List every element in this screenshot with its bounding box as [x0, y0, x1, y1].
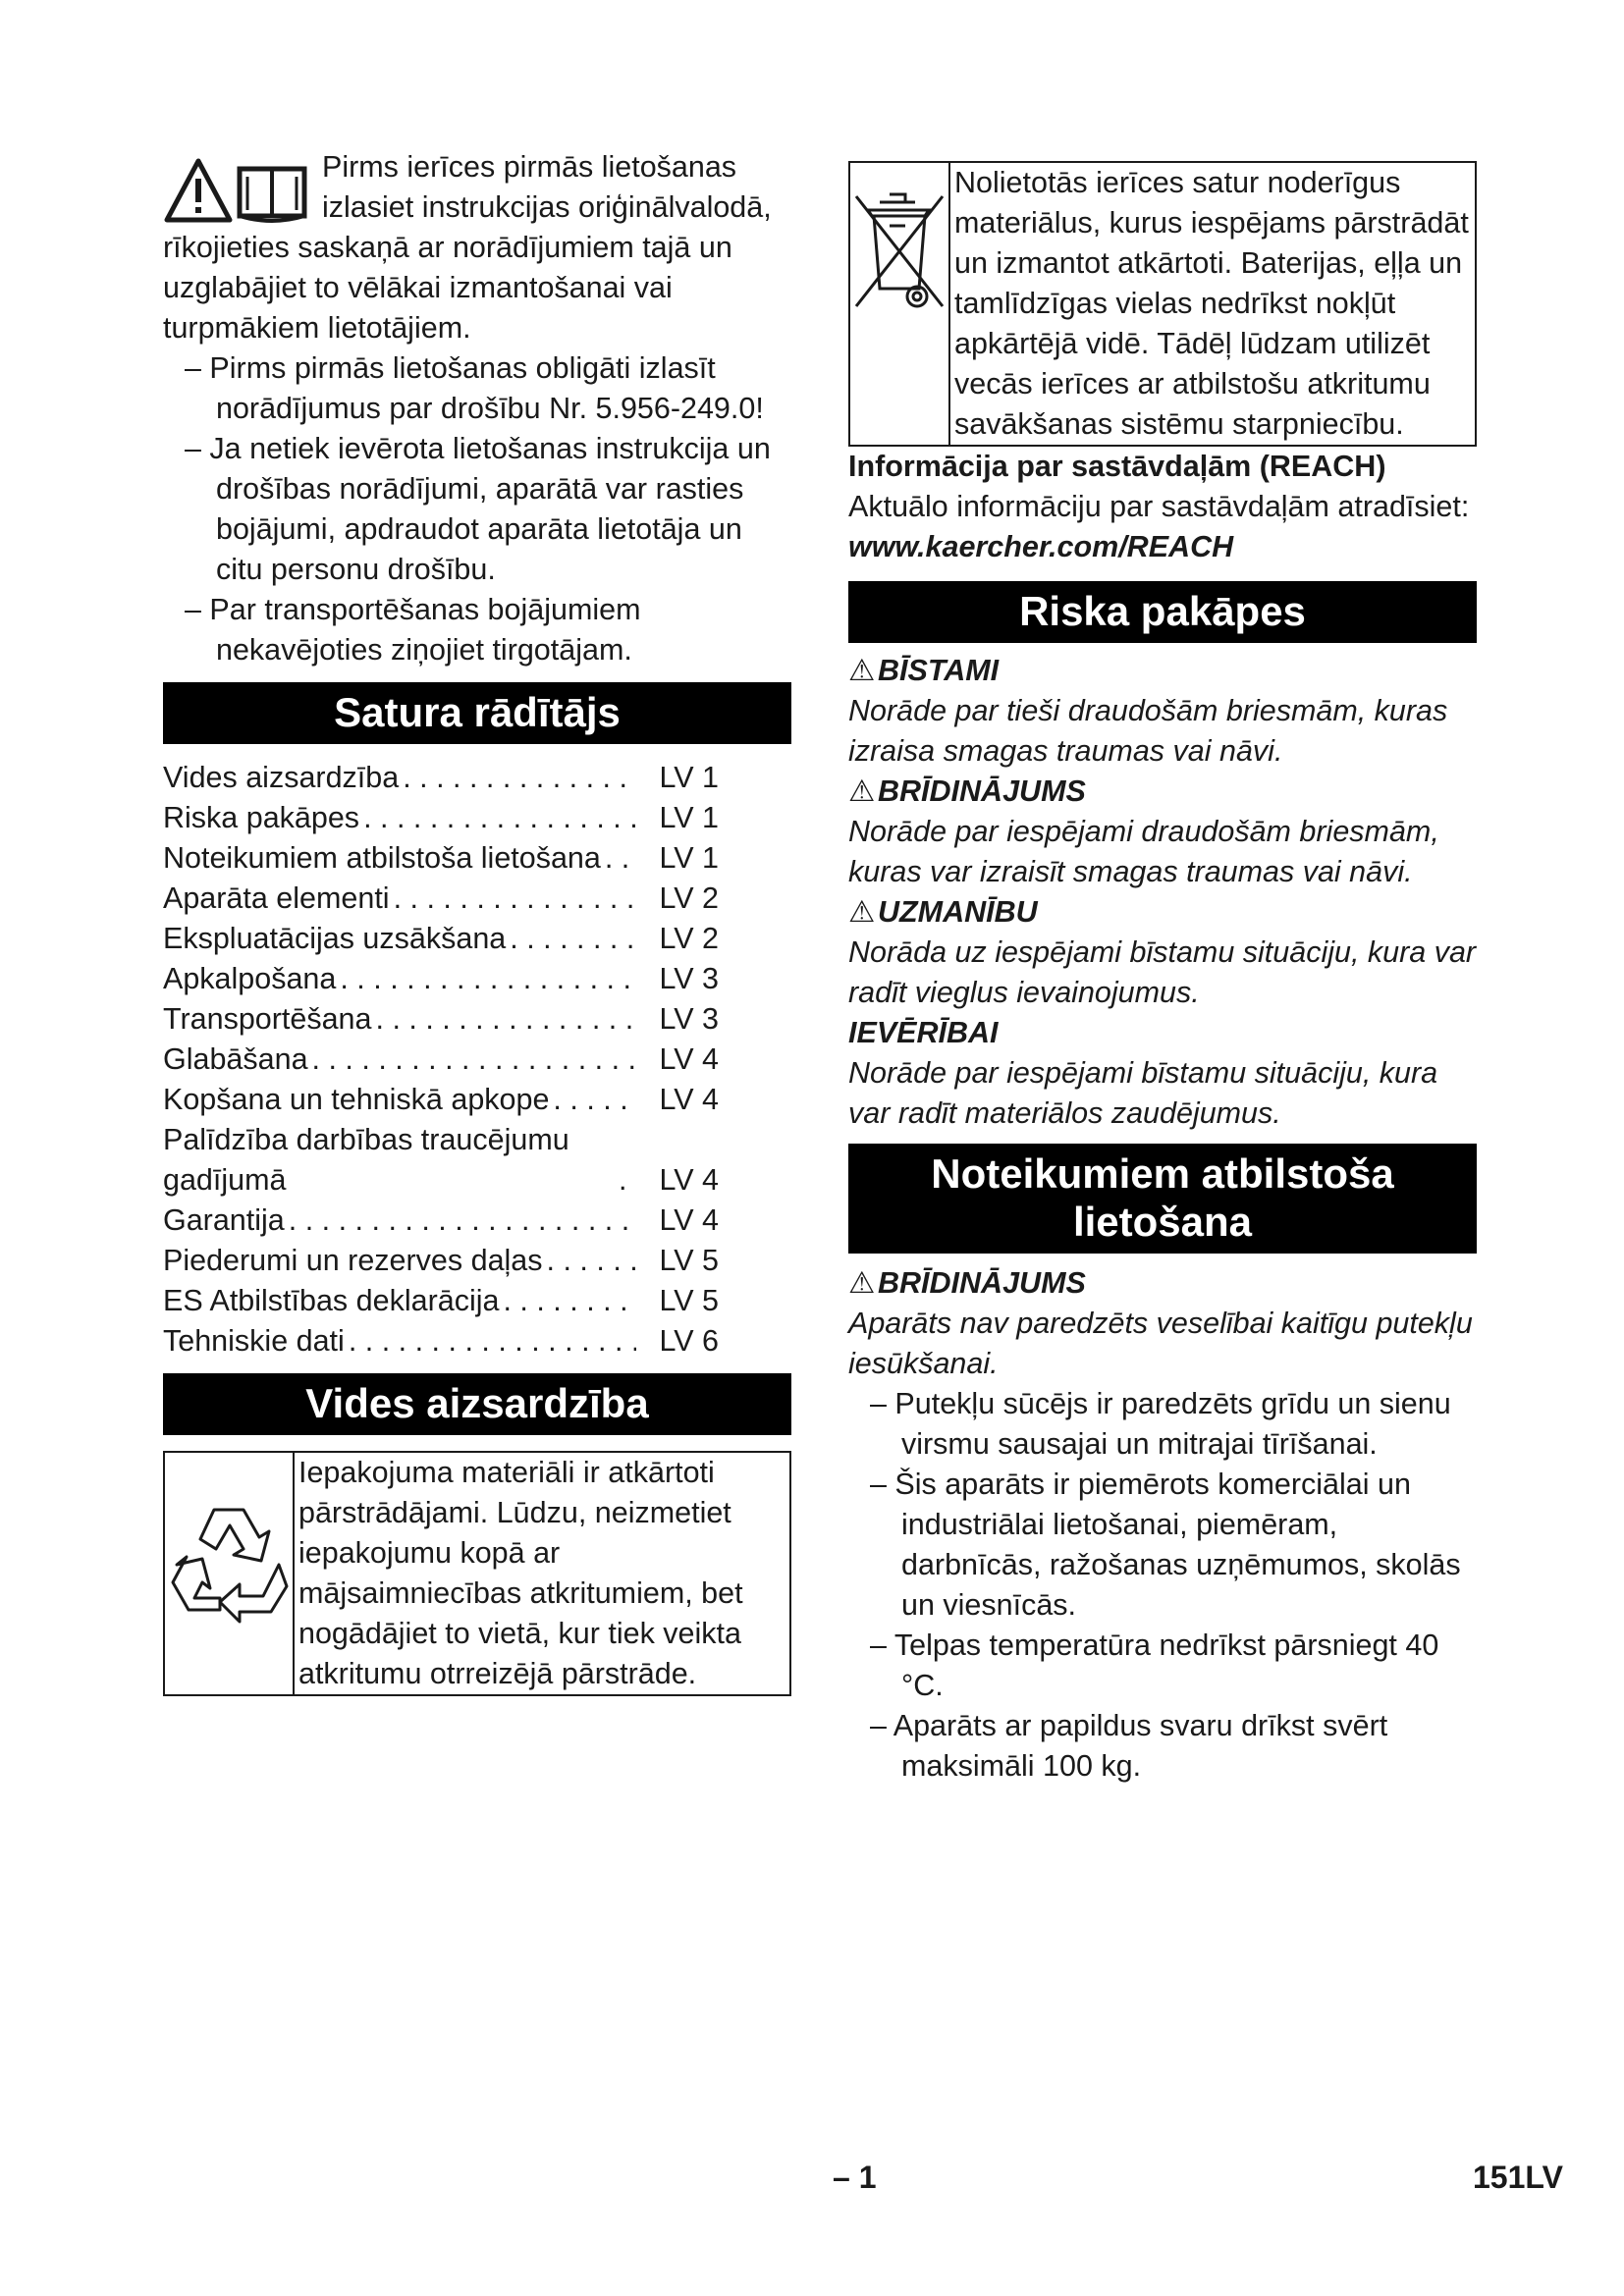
- risk-level-title: ⚠BĪSTAMI: [848, 651, 1477, 691]
- toc-item[interactable]: ES Atbilstības deklarācija . . . LV 5: [163, 1281, 791, 1321]
- toc-item[interactable]: Transportēšana . . . LV 3: [163, 999, 791, 1040]
- toc-item[interactable]: Kopšana un tehniskā apkope . . . LV 4: [163, 1080, 791, 1120]
- risk-level-text: Norāda uz iespējami bīstamu situāciju, kura var radīt vieglus ievainojumus.: [848, 935, 1477, 1009]
- reach-title: Informācija par sastāvdaļām (REACH): [848, 450, 1386, 483]
- bin-icon-cell: [850, 163, 950, 445]
- left-column: [163, 147, 791, 1696]
- intended-use-bullet: – Aparāts ar papildus svaru drīkst svērt maksimāli 100 kg.: [870, 1709, 1388, 1783]
- intro-bullet: – Pirms pirmās lietošanas obligāti izlasīt norādījumus par drošību Nr. 5.956-249.0!: [185, 351, 764, 425]
- disposal-text: Nolietotās ierīces satur noderīgus materiālus, kurus iespējams pārstrādāt un izmantot atkārtoti. Baterijas, eļļa un tamlīdzīgas vielas nedrīkst nokļūt apkārtējā vidē. Tādēļ lūdzam utilizēt vecās ierīces ar atbilstošu atkritumu savākšanas sistēmu starpniecību.: [954, 166, 1469, 441]
- book-manual-icon: [240, 169, 304, 221]
- toc-heading: Satura rādītājs: [163, 682, 791, 744]
- warning-triangle-icon: ⚠: [848, 654, 876, 687]
- intended-use-bullet: – Putekļu sūcējs ir paredzēts grīdu un sienu virsmu sausajai un mitrajai tīrīšanai.: [870, 1387, 1451, 1461]
- table-of-contents: [163, 758, 791, 1362]
- risk-heading: Riska pakāpes: [848, 581, 1477, 643]
- intended-use-heading: Noteikumiem atbilstoša lietošana: [848, 1144, 1477, 1254]
- risk-level-text: Norāde par tieši draudošām briesmām, kuras izraisa smagas traumas vai nāvi.: [848, 694, 1448, 768]
- toc-item[interactable]: Piederumi un rezerves daļas . . . LV 5: [163, 1241, 791, 1281]
- warning-text: Aparāts nav paredzēts veselībai kaitīgu putekļu iesūkšanai.: [848, 1307, 1473, 1380]
- risk-level-text: Norāde par iespējami draudošām briesmām, kuras var izraisīt smagas traumas vai nāvi.: [848, 815, 1439, 888]
- toc-item[interactable]: Apkalpošana . . . LV 3: [163, 959, 791, 999]
- toc-item[interactable]: Noteikumiem atbilstoša lietošana . . . LV 1: [163, 838, 791, 879]
- recycle-box: [163, 1451, 791, 1696]
- warning-triangle-icon: ⚠: [848, 1266, 876, 1300]
- recycle-icon-cell: [165, 1453, 295, 1694]
- disposal-box: [848, 161, 1477, 447]
- risk-level-title: ⚠UZMANĪBU: [848, 892, 1477, 933]
- toc-item[interactable]: Vides aizsardzība . . . LV 1: [163, 758, 791, 798]
- toc-item[interactable]: Aparāta elementi . . . LV 2: [163, 879, 791, 919]
- recycle-icon: [165, 1496, 293, 1624]
- intended-use-bullet: – Šis aparāts ir piemērots komerciālai un industriālai lietošanai, piemēram, darbnīcās, ražošanas uzņēmumos, skolās un viesnīcās.: [870, 1468, 1461, 1622]
- right-column: [848, 147, 1477, 1787]
- toc-item[interactable]: Garantija . . . LV 4: [163, 1201, 791, 1241]
- page-number: – 1: [833, 2160, 877, 2195]
- toc-item[interactable]: Tehniskie dati . . . LV 6: [163, 1321, 791, 1362]
- page-code: 151LV: [1473, 2160, 1563, 2195]
- intended-use-bullet: – Telpas temperatūra nedrīkst pārsniegt 40 °C.: [870, 1629, 1439, 1702]
- warning-triangle-icon: ⚠: [848, 774, 876, 808]
- risk-level-title: IEVĒRĪBAI: [848, 1016, 999, 1049]
- risk-level-title: ⚠BRĪDINĀJUMS: [848, 772, 1477, 812]
- toc-item[interactable]: Ekspluatācijas uzsākšana . . . LV 2: [163, 919, 791, 959]
- reach-link[interactable]: www.kaercher.com/REACH: [848, 530, 1234, 563]
- intro-bullet: – Ja netiek ievērota lietošanas instrukcija un drošības norādījumi, aparātā var rasties bojājumi, apdraudot aparāta lietotāja un citu personu drošību.: [185, 432, 771, 586]
- risk-levels: [848, 651, 1477, 1134]
- intro-bullet: – Par transportēšanas bojājumiem nekavējoties ziņojiet tirgotājam.: [185, 593, 641, 667]
- intro-section: [163, 147, 791, 670]
- toc-item[interactable]: Riska pakāpes . . . LV 1: [163, 798, 791, 838]
- toc-item[interactable]: Palīdzība darbības traucējumu gadījumā . . . LV 4: [163, 1120, 791, 1201]
- warning-title: ⚠BRĪDINĀJUMS: [848, 1263, 1477, 1304]
- crossed-wheelie-bin-icon: [850, 187, 948, 314]
- reach-text: Aktuālo informāciju par sastāvdaļām atradīsiet:: [848, 490, 1470, 523]
- intended-use-section: [848, 1263, 1477, 1787]
- recycle-text: Iepakojuma materiāli ir atkārtoti pārstrādājami. Lūdzu, neizmetiet iepakojumu kopā ar mājsaimniecības atkritumiem, bet nogādājiet to vietā, kur tiek veikta atkritumu otrreizējā pārstrāde.: [298, 1456, 743, 1690]
- risk-level-text: Norāde par iespējami bīstamu situāciju, kura var radīt materiālos zaudējumus.: [848, 1056, 1438, 1130]
- intro-icons: [163, 155, 308, 226]
- warning-triangle-icon: [163, 155, 308, 226]
- intro-text: Pirms ierīces pirmās lietošanas izlasiet instrukcijas oriģinālvalodā, rīkojieties saskaņā ar norādījumiem tajā un uzglabājiet to vēlākai izmantošanai vai turpmākiem lietotājiem.: [163, 150, 772, 345]
- toc-item[interactable]: Glabāšana . . . LV 4: [163, 1040, 791, 1080]
- warning-triangle-icon: ⚠: [848, 895, 876, 929]
- environment-heading: Vides aizsardzība: [163, 1373, 791, 1435]
